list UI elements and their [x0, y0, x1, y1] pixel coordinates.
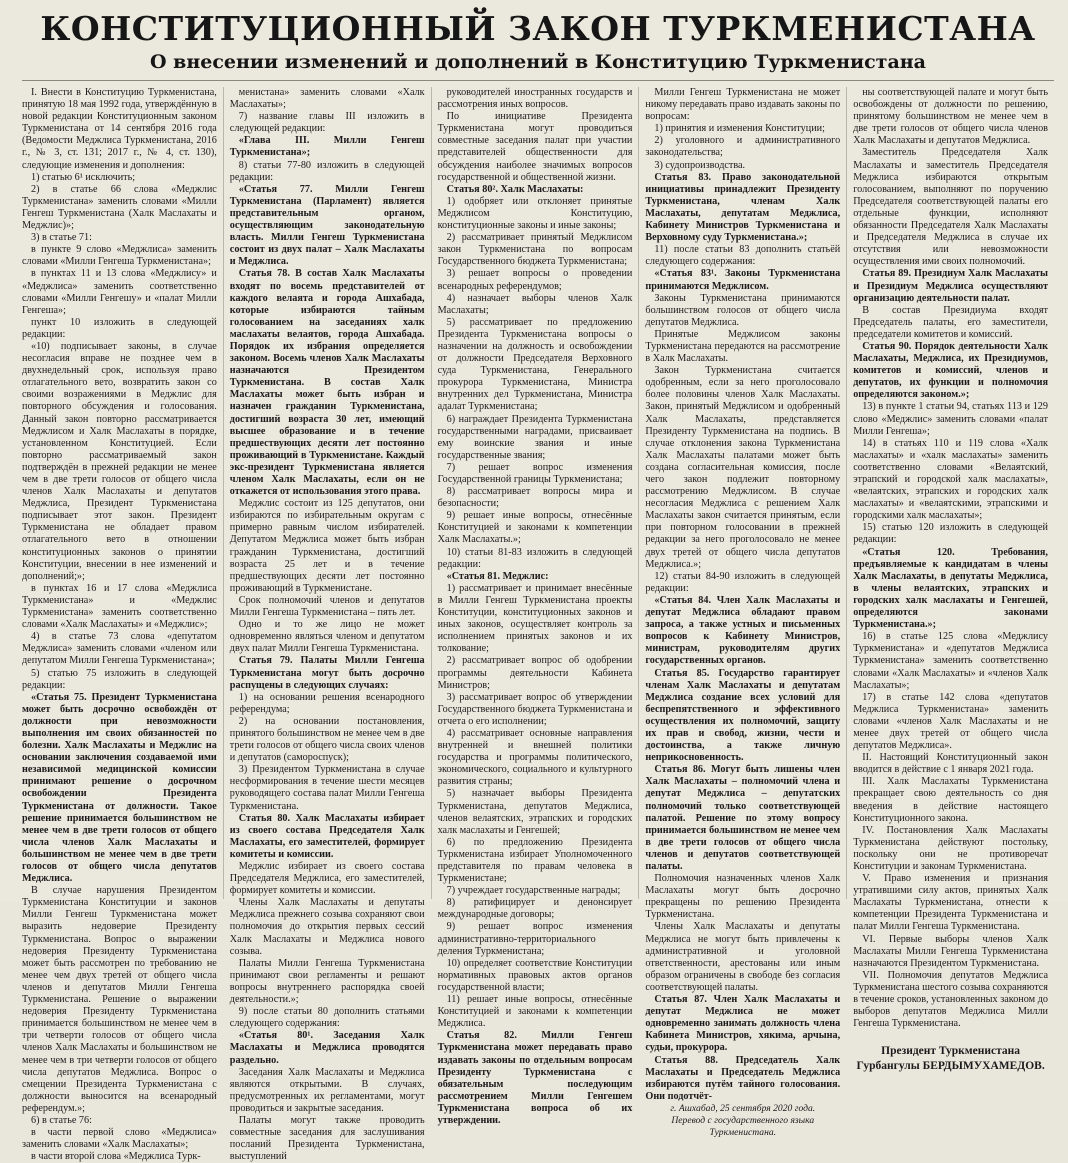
paragraph: «Глава III. Милли Генгеш Туркменистана»;	[229, 135, 425, 159]
paragraph: Закон Туркменистана считается одобренным, если за него проголосовало более половины членов Халк Маслахаты. Закон, принятый Меджлисом и одобренный Халк Маслахаты, представляется Президенту Туркменистана на подпись. В случае отклонения закона Туркменистана Халк Маслахаты палатами может быть создана согласительная комиссия, после чего закон подлежит повторному рассмотрению Меджлисом. В случае несогласия Меджлиса с решением Халк Маслахаты закон считается принятым, если при повторном голосовании в прежней редакции за него проголосовало не менее двух третей от общего числа депутатов Меджлиса.»;	[645, 365, 841, 570]
paragraph: Заседания Халк Маслахаты и Меджлиса являются открытыми. В случаях, предусмотренных их регламентами, могут проводиться и закрытые заседания.	[229, 1066, 425, 1114]
place-date: г. Ашхабад, 25 сентября 2020 года.	[670, 1102, 816, 1114]
paragraph: менистана» заменить словами «Халк Маслахаты»;	[229, 87, 425, 111]
text-column-2	[223, 87, 431, 1163]
paragraph: Статья 80. Халк Маслахаты избирает из своего состава Председателя Халк Маслахаты, его заместителей, формирует комитеты и комиссии.	[229, 812, 425, 860]
paragraph: 4) назначает выборы членов Халк Маслахаты;	[437, 292, 633, 316]
paragraph: Статья 88. Председатель Халк Маслахаты и Председатель Меджлиса избираются путём тайного голосования. Они подотчёт-	[645, 1054, 841, 1102]
paragraph: 4) рассматривает основные направления внутренней и внешней политики государства и программы политического, экономического, социального и культурного развития страны;	[437, 727, 633, 788]
paragraph: 1) принятия и изменения Конституции;	[654, 123, 825, 135]
paragraph: Милли Генгеш Туркменистана не может никому передавать право издавать законы по вопросам:	[645, 87, 841, 123]
paragraph: 2) рассматривает принятый Меджлисом закон Туркменистана по вопросам Государственного бюджета Туркменистана;	[437, 232, 633, 268]
text-columns	[22, 87, 1054, 1163]
paragraph: пункт 10 изложить в следующей редакции:	[22, 316, 217, 340]
paragraph: В состав Президиума входят Председатель палаты, его заместители, председатели комитетов и комиссий.	[853, 304, 1048, 340]
paragraph: Меджлис избирает из своего состава Председателя Меджлиса, его заместителей, формирует комитеты и комиссии.	[229, 861, 425, 897]
paragraph: руководителей иностранных государств и рассмотрения иных вопросов.	[437, 87, 633, 111]
paragraph: 3) в статье 71:	[31, 232, 92, 244]
paragraph: ны соответствующей палате и могут быть освобождены от должности по решению, принятому большинством не менее чем в две трети голосов от общего числа членов Халк Маслахаты и депутатов Меджлиса.	[853, 87, 1048, 147]
paragraph: I. Внести в Конституцию Туркменистана, принятую 18 мая 1992 года, утверждённую в новой редакции Конституционным законом Туркменистана от 14 сентября 2016 года (Ведомости Меджлиса Туркменистана, 2016 г., № 3, ст. 131; 2017 г., № 4, ст. 130), следующие изменения и дополнения:	[22, 87, 217, 171]
paragraph: 11) решает иные вопросы, отнесённые Конституцией и законами к компетенции Меджлиса.	[437, 994, 633, 1030]
paragraph: 11) после статьи 83 дополнить статьёй следующего содержания:	[645, 244, 841, 268]
paragraph: «Статья 84. Член Халк Маслахаты и депутат Меджлиса обладают правом запроса, а также устных и письменных вопросов к Кабинету Министров, министрам, руководителям других государственных органов.	[645, 594, 841, 667]
text-column-4	[638, 87, 846, 1139]
paragraph: 10) статьи 81-83 изложить в следующей редакции:	[437, 546, 633, 570]
paragraph: 2) на основании постановления, принятого большинством не менее чем в две трети голосов от общего числа своих членов и депутатов (самороспуск);	[229, 715, 425, 764]
signature-name: Гурбангулы БЕРДЫМУХАМЕДОВ.	[856, 1060, 1045, 1073]
paragraph: 7) учреждает государственные награды;	[446, 885, 621, 897]
divider	[22, 80, 1054, 81]
paragraph: Статья 80². Халк Маслахаты:	[446, 183, 584, 195]
paragraph: Статья 78. В состав Халк Маслахаты входят по восемь представителей от каждого велаята и города Ашхабада, которые избираются тайным голосованием на заседаниях халк маслахаты велаятов, города Ашхабада. Порядок их избрания определяется законом. Восемь членов Халк Маслахаты назначаются Президентом Туркменистана. В состав Халк Маслахаты может быть избран и назначен гражданин Туркменистана, достигший возраста 30 лет, имеющий высшее образование и в течение предшествующих десяти лет постоянно проживающий в Туркменистане. Каждый экс-президент Туркменистана является членом Халк Маслахаты, если он не откажется от использования этого права.	[229, 268, 425, 498]
paragraph: 6) награждает Президента Туркменистана государственными наградами, присваивает ему воинские звания и иные государственные звания;	[437, 413, 633, 461]
paragraph: 1) рассматривает и принимает внесённые в Милли Генгеш Туркменистана проекты Конституции, конституционных законов и иных законов, осуществляет контроль за исполнением принятых законов и их толкование;	[437, 582, 633, 655]
paragraph: 9) решает иные вопросы, отнесённые Конституцией и законами к компетенции Халк Маслахаты.»;	[437, 510, 633, 546]
paragraph: Одно и то же лицо не может одновременно являться членом и депутатом двух палат Милли Генгеша Туркменистана.	[229, 619, 425, 655]
paragraph: Заместитель Председателя Халк Маслахаты и заместитель Председателя Меджлиса избираются открытым голосованием, выполняют по поручению Председателя соответствующей палаты его отдельные функции, исполняют обязанности Председателя Халк Маслахаты и Председателя Меджлиса в случае их отсутствия или невозможности осуществления ими своих полномочий.	[853, 147, 1048, 268]
paragraph: В случае нарушения Президентом Туркменистана Конституции и законов Милли Генгеш Туркменистана может выразить недоверие Президенту Туркменистана. Вопрос о выражении недоверия Президенту Туркменистана может быть рассмотрен по требованию не менее чем двух третей от общего числа членов и депутатов Милли Генгеша Туркменистана. Решение о выражении недоверия Президенту Туркменистана принимается большинством не менее чем в три четверти голосов от общего числа членов Халк Маслахаты и большинством не менее чем в три четверти голосов от общего числа депутатов Меджлиса. Вопрос о смещении Президента Туркменистана с должности выносится на всенародный референдум.»;	[22, 885, 217, 1114]
paragraph: Меджлис состоит из 125 депутатов, они избираются по избирательным округам с примерно равным числом избирателей. Депутатом Меджлиса может быть избран гражданин Туркменистана, достигший возраста 25 лет и в течение предшествующих десяти лет постоянно проживающий в Туркменистане.	[229, 498, 425, 594]
paragraph: 1) одобряет или отклоняет принятые Меджлисом Конституцию, конституционные законы и иные законы;	[437, 195, 633, 232]
paragraph: «Статья 81. Меджлис:	[446, 570, 549, 582]
paragraph: VII. Полномочия депутатов Меджлиса Туркменистана шестого созыва сохраняются в течение сроков, установленных законом до выборов депутатов Меджлиса Милли Генгеша Туркменистана.	[853, 969, 1048, 1030]
paragraph: II. Настоящий Конституционный закон вводится в действие с 1 января 2021 года.	[853, 752, 1048, 776]
paragraph: 17) в статье 142 слова «депутатов Меджлиса Туркменистана» заменить словами «членов Халк Маслахаты и не менее двух третей от общего числа депутатов Меджлиса».	[853, 691, 1048, 752]
paragraph: Статья 83. Право законодательной инициативы принадлежит Президенту Туркменистана, членам Халк Маслахаты, депутатам Меджлиса, Кабинету Министров Туркменистана и Верховному суду Туркменистана.»;	[645, 171, 841, 244]
paragraph: Статья 90. Порядок деятельности Халк Маслахаты, Меджлиса, их Президиумов, комитетов и комиссий, членов и депутатов, их функции и полномочия определяются законом.»;	[853, 340, 1048, 401]
paragraph: 8) рассматривает вопросы мира и безопасности;	[437, 486, 633, 510]
paragraph: «Статья 75. Президент Туркменистана может быть досрочно освобождён от должности при невозможности выполнения им своих обязанностей по болезни. Халк Маслахаты и Меджлис на основании заключения создаваемой ими независимой медицинской комиссии принимают решение о досрочном освобождении Президента Туркменистана от должности. Такое решение принимается большинством не менее чем в две трети голосов от общего числа членов Халк Маслахаты и большинством не менее чем в две трети голосов от общего числа депутатов Меджлиса.	[22, 691, 217, 885]
paragraph: 7) название главы III изложить в следующей редакции:	[229, 111, 425, 135]
paragraph: 8) ратифицирует и денонсирует международные договоры;	[437, 897, 633, 921]
paragraph: 3) судопроизводства.	[654, 159, 746, 171]
paragraph: «Статья 77. Милли Генгеш Туркменистана (Парламент) является представительным органом, осуществляющим законодательную власть. Милли Генгеш Туркменистана состоит из двух палат – Халк Маслахаты и Меджлиса.	[229, 183, 425, 268]
paragraph: 7) решает вопрос изменения Государственной границы Туркменистана;	[437, 461, 633, 485]
paragraph: Статья 85. Государство гарантирует членам Халк Маслахаты и депутатам Меджлиса создание всех условий для беспрепятственного и эффективного осуществления их полномочий, защиту их прав и свобод, жизни, чести и достоинства, а также личную неприкосновенность.	[645, 667, 841, 764]
column-5-paragraphs	[853, 87, 1048, 1030]
paragraph: 1) статью 6¹ исключить;	[31, 171, 136, 183]
paragraph: 16) в статье 125 слова «Меджлису Туркменистана» и «депутатов Меджлиса Туркменистана» заменить соответственно словами «Халк Маслахаты» и «членов Халк Маслахаты»;	[853, 631, 1048, 691]
paragraph: 6) по предложению Президента Туркменистана избирает Уполномоченного представителя по правам человека в Туркменистане;	[437, 836, 633, 885]
paragraph: Статья 87. Член Халк Маслахаты и депутат Меджлиса не может одновременно занимать должность члена Кабинета Министров, хякима, арчына, судьи, прокурора.	[645, 994, 841, 1054]
text-column-5	[846, 87, 1054, 1073]
paragraph: IV. Постановления Халк Маслахаты Туркменистана действуют постольку, поскольку они не противоречат Конституции и законам Туркменистана.	[853, 824, 1048, 872]
paragraph: 15) статью 120 изложить в следующей редакции:	[853, 522, 1048, 546]
paragraph: 6) в статье 76:	[31, 1114, 92, 1126]
paragraph: в части второй слова «Меджлиса Турк-	[31, 1151, 201, 1163]
translation-note: Перевод с государственного языка Туркменистана.	[671, 1114, 815, 1139]
paragraph: Члены Халк Маслахаты и депутаты Меджлиса прежнего созыва сохраняют свои полномочия до открытия первых сессий Халк Маслахаты и Меджлиса нового созыва.	[229, 897, 425, 957]
paragraph: в пунктах 11 и 13 слова «Меджлису» и «Меджлиса» заменить соответственно словами «Милли Генгешу» и «палат Милли Генгеша»;	[22, 268, 217, 316]
paragraph: Статья 89. Президиум Халк Маслахаты и Президиум Меджлиса осуществляют организацию деятельности палат.	[853, 268, 1048, 304]
paragraph: 9) после статьи 80 дополнить статьями следующего содержания:	[229, 1006, 425, 1030]
paragraph: По инициативе Президента Туркменистана могут проводиться совместные заседания палат при участии представителей общественности для обсуждения наиболее значимых вопросов государственной и общественной жизни.	[437, 111, 633, 183]
paragraph: 2) уголовного и административного законодательства;	[645, 135, 841, 159]
paragraph: 8) статьи 77-80 изложить в следующей редакции:	[229, 159, 425, 183]
paragraph: Законы Туркменистана принимаются большинством голосов от общего числа депутатов Меджлиса.	[645, 292, 841, 328]
paragraph: Полномочия назначенных членов Халк Маслахаты могут быть досрочно прекращены по решению Президента Туркменистана.	[645, 873, 841, 921]
paragraph: Принятые Меджлисом законы Туркменистана передаются на рассмотрение в Халк Маслахаты.	[645, 328, 841, 365]
paragraph: Срок полномочий членов и депутатов Милли Генгеша Туркменистана – пять лет.	[229, 594, 425, 619]
paragraph: 12) статьи 84-90 изложить в следующей редакции:	[645, 570, 841, 594]
paragraph: 5) статью 75 изложить в следующей редакции:	[22, 667, 217, 691]
page-title: КОНСТИТУЦИОННЫЙ ЗАКОН ТУРКМЕНИСТАНА	[40, 9, 1036, 48]
paragraph: 5) назначает выборы Президента Туркменистана, депутатов Меджлиса, членов велаятских, этрапских и городских халк маслахаты и Генгешей;	[437, 788, 633, 836]
paragraph: Статья 82. Милли Генгеш Туркменистана может передавать право издавать законы по отдельным вопросам Президенту Туркменистана с обязательным последующим рассмотрением Милли Генгешем Туркменистана вопроса об их утверждении.	[437, 1030, 633, 1126]
paragraph: III. Халк Маслахаты Туркменистана прекращает свою деятельность со дня введения в действие настоящего Конституционного закона.	[853, 776, 1048, 824]
text-column-3	[431, 87, 639, 1126]
paragraph: в пункте 9 слово «Меджлиса» заменить словами «Милли Генгеша Туркменистана»;	[22, 244, 217, 268]
paragraph: 2) рассматривает вопрос об одобрении программы деятельности Кабинета Министров;	[437, 655, 633, 691]
paragraph: Палаты Милли Генгеша Туркменистана принимают свои регламенты и решают вопросы внутреннего распорядка своей деятельности.»;	[229, 957, 425, 1006]
paragraph: 1) на основании решения всенародного референдума;	[229, 691, 425, 715]
paragraph: «10) подписывает законы, в случае несогласия вправе не позднее чем в двухнедельный срок, используя право отлагательного вето, возвратить закон со своими возражениями в Меджлис для повторного обсуждения и голосования. Данный закон повторно рассматривается Меджлисом и Халк Маслахаты в порядке, установленном Конституцией. Если повторно рассматриваемый закон подтверждён в прежней редакции не менее чем в две трети голосов от общего числа членов Халк Маслахаты и депутатов Меджлиса, Президент Туркменистана подписывает этот закон. Президент Туркменистана не обладает правом отлагательного вето в отношении конституционных законов о принятии Конституции, внесении в нее изменений и дополнений;»;	[22, 340, 217, 582]
paragraph: Статья 79. Палаты Милли Генгеша Туркменистана могут быть досрочно распущены в следующих случаях:	[229, 655, 425, 691]
paragraph: «Статья 80¹. Заседания Халк Маслахаты и Меджлиса проводятся раздельно.	[229, 1030, 425, 1066]
paragraph: 4) в статье 73 слова «депутатом Меджлиса» заменить словами «членом или депутатом Милли Генгеша Туркменистана»;	[22, 631, 217, 667]
paragraph: 5) рассматривает по предложению Президента Туркменистана вопросы о назначении на должность и освобождении от должности Председателя Верховного суда Туркменистана, Генерального прокурора Туркменистана, Министра внутренних дел Туркменистана, Министра адалат Туркменистана;	[437, 316, 633, 413]
paragraph: в пунктах 16 и 17 слова «Меджлиса Туркменистана» и «Меджлис Туркменистана» заменить соответственно словами «Халк Маслахаты» и «Меджлис»;	[22, 582, 217, 631]
paragraph: «Статья 83¹. Законы Туркменистана принимаются Меджлисом.	[645, 268, 841, 292]
paragraph: 10) определяет соответствие Конституции нормативных правовых актов органов государственной власти;	[437, 957, 633, 993]
paragraph: 3) решает вопросы о проведении всенародных референдумов;	[437, 268, 633, 292]
paragraph: V. Право изменения и признания утратившими силу актов, принятых Халк Маслахаты Туркменистана, отнести к компетенции Президента Туркменистана и палат Милли Генгеша Туркменистана.	[853, 873, 1048, 933]
paragraph: Статья 86. Могут быть лишены член Халк Маслахаты – полномочий члена и депутат Меджлиса – депутатских полномочий только соответствующей палатой. Решение по этому вопросу принимается большинством не менее чем в две трети голосов от общего числа членов и депутатов соответствующей палаты.	[645, 764, 841, 872]
paragraph: 3) рассматривает вопрос об утверждении Государственного бюджета Туркменистана и отчета о его исполнении;	[437, 691, 633, 727]
page-subtitle: О внесении изменений и дополнений в Конституцию Туркменистана	[149, 51, 926, 73]
paragraph: 13) в пункте 1 статьи 94, статьях 113 и 129 слово «Меджлис» заменить словами «палат Милли Генгеша»;	[853, 401, 1048, 437]
paragraph: 2) в статье 66 слова «Меджлис Туркменистана» заменить словами «Милли Генгеш Туркменистана (Халк Маслахаты и Меджлис)»;	[22, 183, 217, 232]
paragraph: «Статья 120. Требования, предъявляемые к кандидатам в члены Халк Маслахаты, в депутаты Меджлиса, в члены велаятских, этрапских и городских халк маслахаты и Генгешей, определяются законами Туркменистана.»;	[853, 546, 1048, 631]
paragraph: 9) решает вопрос изменения административно-территориального деления Туркменистана;	[437, 921, 633, 957]
paragraph: 3) Президентом Туркменистана в случае несформирования в течение шести месяцев руководящего состава палат Милли Генгеша Туркменистана.	[229, 764, 425, 812]
paragraph: VI. Первые выборы членов Халк Маслахаты Милли Генгеша Туркменистана назначаются Президентом Туркменистана.	[853, 933, 1048, 969]
paragraph: 14) в статьях 110 и 119 слова «Халк маслахаты» и «халк маслахаты» заменить соответственно словами «Велаятский, этрапский и городской халк маслахаты», «велаятских, этрапских и городских халк маслахаты» и «велаятскими, этрапскими и городскими халк маслахаты»;	[853, 437, 1048, 522]
paragraph: Палаты могут также проводить совместные заседания для заслушивания посланий Президента Туркменистана, выступлений	[229, 1114, 425, 1163]
paragraph: в части первой слово «Меджлиса» заменить словами «Халк Маслахаты»;	[22, 1127, 217, 1151]
signature-block	[853, 1044, 1048, 1074]
signature-position: Президент Туркменистана	[881, 1045, 1020, 1058]
text-column-1	[22, 87, 223, 1163]
paragraph: Члены Халк Маслахаты и депутаты Меджлиса не могут быть привлечены к административной и уголовной ответственности, арестованы или иным образом ограничены в свободе без согласия соответствующей палаты.	[645, 921, 841, 993]
